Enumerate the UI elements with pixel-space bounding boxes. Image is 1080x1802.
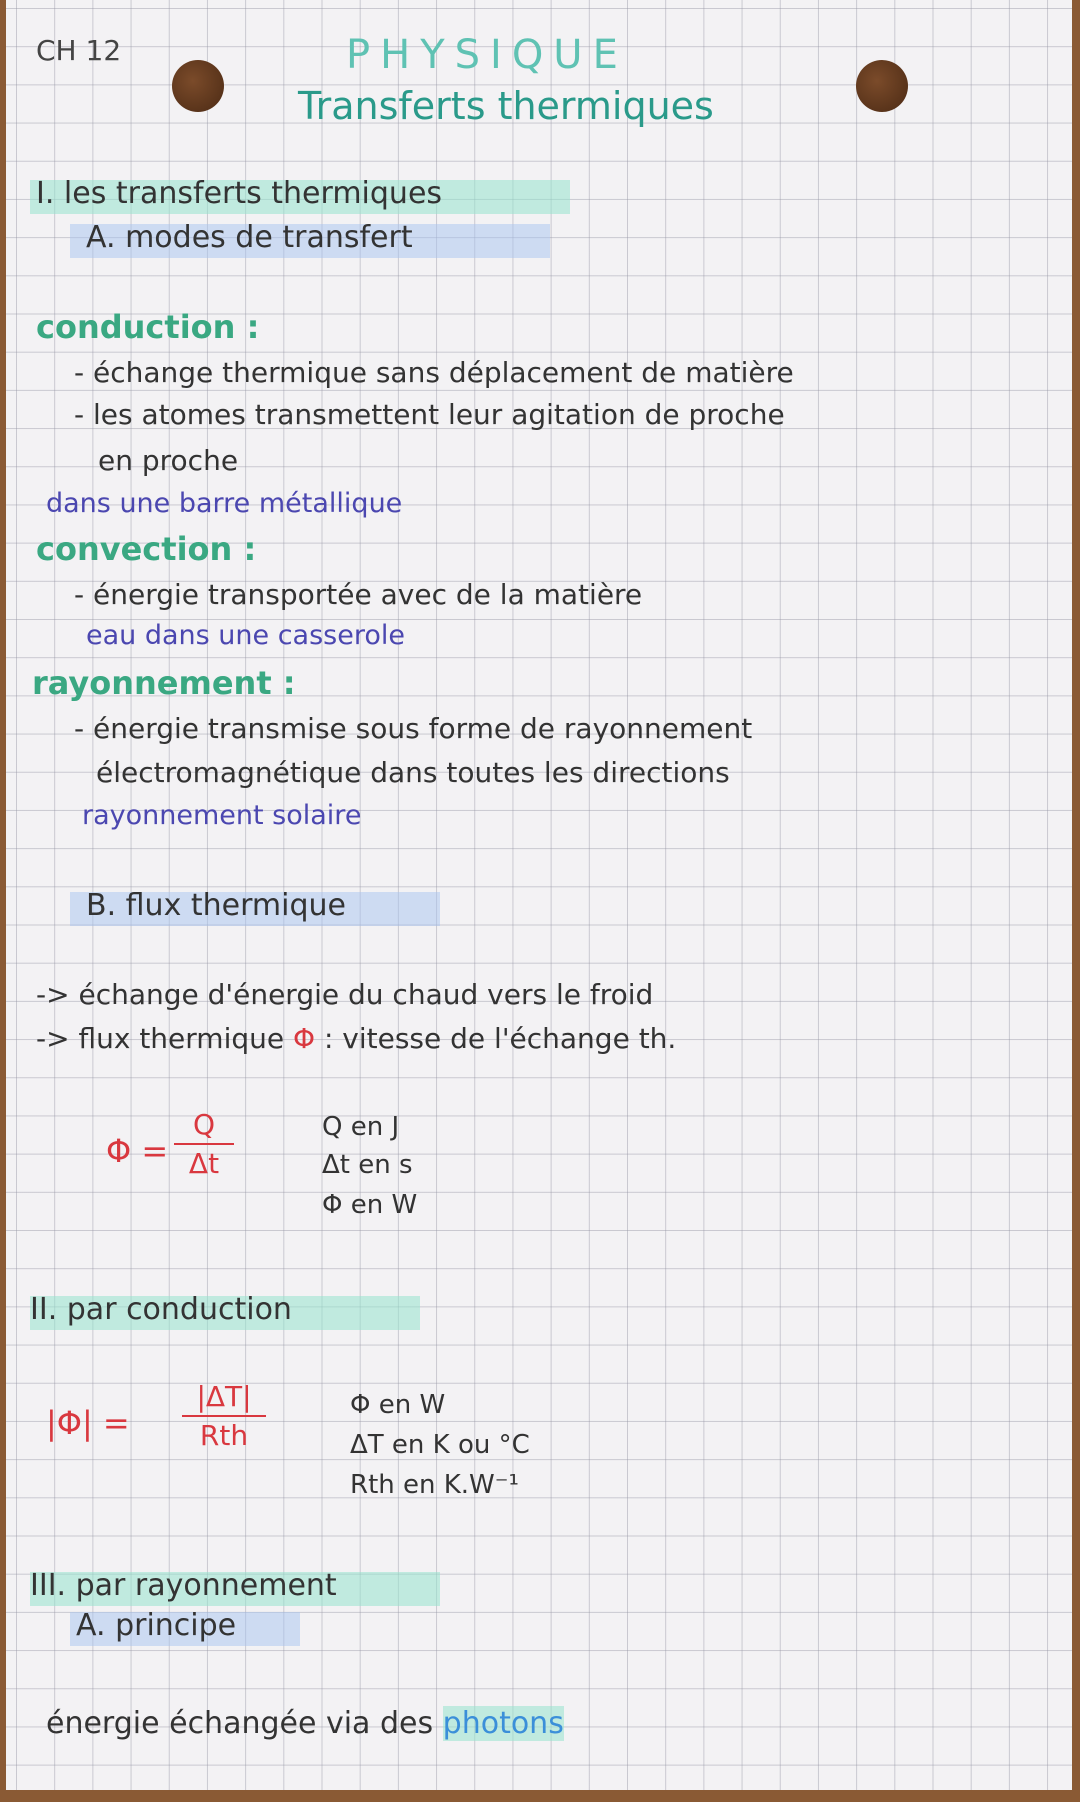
unit-rth: Rth en K.W⁻¹ (350, 1470, 519, 1500)
conduction-example: dans une barre métallique (46, 488, 403, 519)
arrow-line-1: -> échange d'énergie du chaud vers le froid (36, 978, 654, 1011)
conduction-line2: - les atomes transmettent leur agitation de proche (74, 398, 785, 431)
section2-heading: II. par conduction (30, 1292, 292, 1327)
section3-subA: A. principe (76, 1608, 237, 1643)
arrow2-post: : vitesse de l'échange th. (323, 1022, 677, 1055)
flux-formula-fraction (174, 1108, 234, 1180)
unit-phi-2: Φ en W (350, 1390, 446, 1420)
rayonnement-label: rayonnement : (32, 664, 296, 702)
unit-phi: Φ en W (322, 1190, 418, 1220)
unit-q: Q en J (322, 1112, 400, 1142)
unit-dT: ΔT en K ou °C (350, 1430, 530, 1460)
convection-example: eau dans une casserole (86, 620, 405, 651)
binder-hole-left (172, 60, 224, 112)
flux-formula-denominator: Δt (188, 1147, 220, 1180)
rayonnement-example: rayonnement solaire (82, 800, 362, 831)
flux-formula-lhs: Φ = (106, 1132, 169, 1170)
binder-hole-right (856, 60, 908, 112)
conduction-formula-numerator: |ΔT| (196, 1380, 252, 1413)
notebook-page (6, 0, 1072, 1790)
section3-heading: III. par rayonnement (30, 1568, 337, 1603)
conduction-line1: - échange thermique sans déplacement de matière (74, 356, 794, 389)
section3-line1 (46, 1706, 564, 1741)
convection-line1: - énergie transportée avec de la matière (74, 578, 643, 611)
chapter-label: CH 12 (36, 34, 122, 67)
rayonnement-line1: - énergie transmise sous forme de rayonnement (74, 712, 753, 745)
convection-label: convection : (36, 530, 257, 568)
fraction-bar (182, 1415, 266, 1417)
conduction-formula-denominator: Rth (199, 1419, 249, 1452)
phi-symbol: Φ (293, 1022, 316, 1055)
section3-line1-text: énergie échangée via des (46, 1706, 434, 1741)
subject-title: PHYSIQUE (346, 32, 628, 78)
flux-formula-numerator: Q (192, 1108, 216, 1141)
arrow-line-2 (36, 1022, 676, 1055)
arrow2-pre: -> flux thermique (36, 1022, 285, 1055)
photons-word: photons (442, 1706, 564, 1741)
conduction-label: conduction : (36, 308, 260, 346)
section1-subB: B. flux thermique (86, 888, 346, 923)
conduction-line3: en proche (98, 444, 239, 477)
fraction-bar (174, 1143, 234, 1145)
rayonnement-line2: électromagnétique dans toutes les directions (96, 756, 730, 789)
unit-dt: Δt en s (322, 1150, 413, 1180)
conduction-formula-lhs: |Φ| = (46, 1404, 130, 1442)
section1-heading: I. les transferts thermiques (36, 176, 443, 211)
conduction-formula-fraction (182, 1380, 266, 1452)
page-title: Transferts thermiques (298, 84, 714, 128)
section1-subA: A. modes de transfert (86, 220, 413, 255)
